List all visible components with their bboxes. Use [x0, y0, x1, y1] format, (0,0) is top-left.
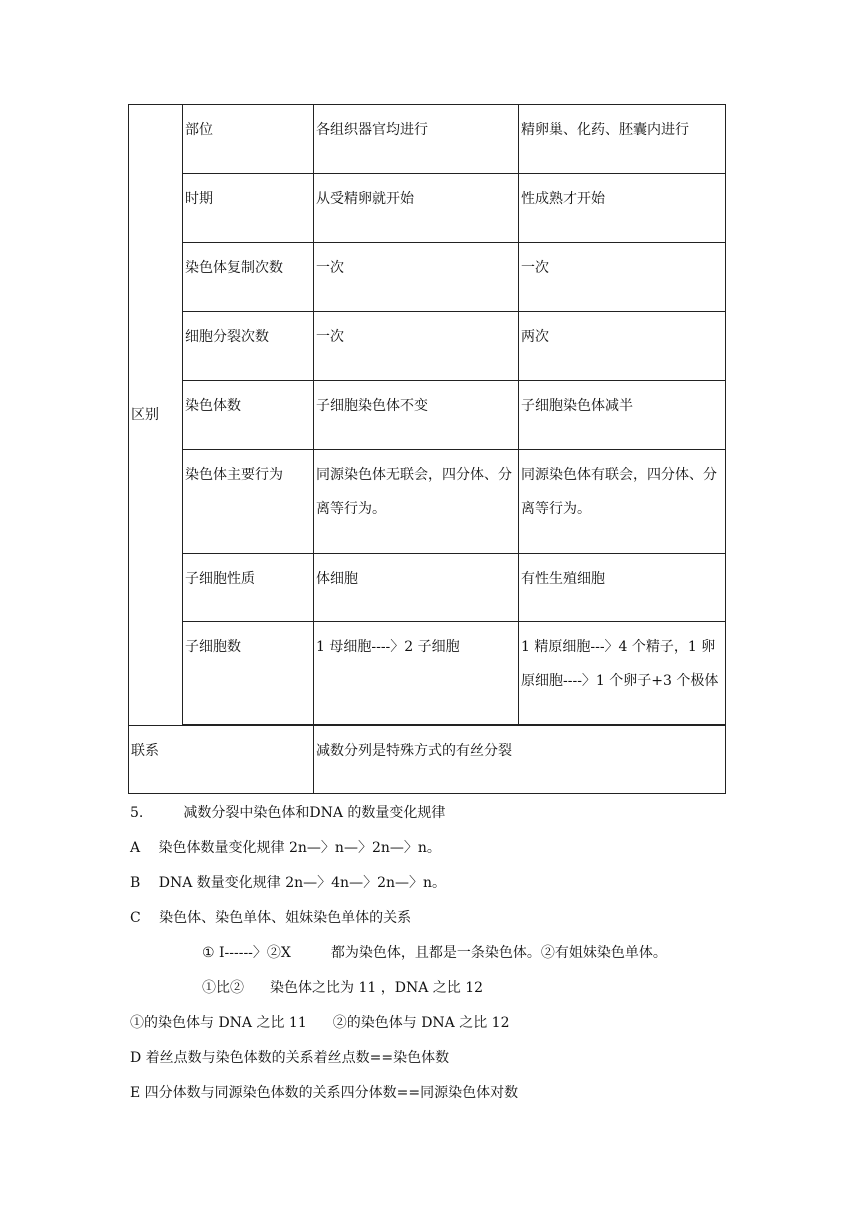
- item-cell: [183, 174, 314, 243]
- group-label: 区别: [131, 407, 159, 423]
- item-cell: [183, 243, 314, 312]
- mitosis-cell: [314, 450, 519, 554]
- section-number: 5.: [130, 805, 144, 821]
- item-cell: [183, 450, 314, 554]
- mitosis-cell: [314, 381, 519, 450]
- meiosis-value: 两次: [521, 329, 549, 345]
- section-title: 减数分裂中染色体和DNA 的数量变化规律: [183, 805, 446, 821]
- relation-label-cell: [129, 726, 314, 794]
- meiosis-cell: [519, 381, 726, 450]
- mitosis-value: 从受精卵就开始: [316, 191, 414, 207]
- note-c2-left: ①比②: [202, 980, 244, 996]
- relation-text-cell: [314, 726, 726, 794]
- meiosis-cell: [519, 105, 726, 174]
- relation-label: 联系: [131, 743, 159, 759]
- note-a: A 染色体数量变化规律 2n—〉n—〉2n—〉n。: [130, 840, 441, 856]
- item-label: 时期: [185, 191, 213, 207]
- relation-text: 减数分列是特殊方式的有丝分裂: [316, 743, 512, 759]
- note-c2-right: 染色体之比为 11 ，DNA 之比 12: [270, 980, 484, 996]
- mitosis-value: 子细胞染色体不变: [316, 398, 428, 414]
- mitosis-cell: [314, 312, 519, 381]
- note-c1-right: 都为染色体，且都是一条染色体。②有姐妹染色单体。: [330, 945, 667, 961]
- meiosis-cell: [519, 312, 726, 381]
- item-label: 子细胞性质: [185, 571, 255, 587]
- meiosis-value: 一次: [521, 260, 549, 276]
- item-label: 细胞分裂次数: [185, 329, 269, 345]
- meiosis-value: 同源染色体有联会，四分体、分离等行为。: [521, 467, 717, 517]
- notes-section: [130, 796, 750, 1111]
- note-e: E 四分体数与同源染色体数的关系四分体数==同源染色体对数: [130, 1085, 519, 1101]
- meiosis-value: 有性生殖细胞: [521, 571, 605, 587]
- mitosis-cell: [314, 243, 519, 312]
- item-cell: [183, 312, 314, 381]
- item-label: 染色体数: [185, 398, 241, 414]
- item-cell: [183, 381, 314, 450]
- mitosis-cell: [314, 622, 519, 725]
- mitosis-value: 各组织器官均进行: [316, 122, 428, 138]
- table-row: [129, 450, 726, 554]
- mitosis-value: 1 母细胞----〉2 子细胞: [316, 639, 460, 655]
- meiosis-value: 性成熟才开始: [521, 191, 605, 207]
- meiosis-value: 子细胞染色体减半: [521, 398, 633, 414]
- note-c2: [130, 971, 750, 1006]
- note-c: C 染色体、染色单体、姐妹染色单体的关系: [130, 910, 412, 926]
- mitosis-value: 一次: [316, 260, 344, 276]
- table-row: [129, 243, 726, 312]
- item-label: 染色体复制次数: [185, 260, 283, 276]
- item-label: 子细胞数: [185, 639, 241, 655]
- item-label: 染色体主要行为: [185, 467, 283, 483]
- table-row: [129, 554, 726, 622]
- note-c1-left: ① I------〉②X: [202, 945, 291, 961]
- item-cell: [183, 105, 314, 174]
- meiosis-cell: [519, 450, 726, 554]
- table-row: [129, 726, 726, 794]
- meiosis-value: 1 精原细胞---〉4 个精子，1 卵原细胞----〉1 个卵子+3 个极体: [521, 639, 719, 689]
- group-label-cell: [129, 105, 183, 726]
- section-heading: [130, 796, 750, 831]
- meiosis-cell: [519, 174, 726, 243]
- note-c1: [130, 936, 750, 971]
- meiosis-cell: [519, 554, 726, 622]
- note-c3-left: ①的染色体与 DNA 之比 11: [130, 1015, 307, 1031]
- mitosis-value: 同源染色体无联会，四分体、分离等行为。: [316, 467, 512, 517]
- item-cell: [183, 554, 314, 622]
- item-label: 部位: [185, 122, 213, 138]
- mitosis-cell: [314, 554, 519, 622]
- meiosis-cell: [519, 622, 726, 725]
- mitosis-value: 一次: [316, 329, 344, 345]
- meiosis-value: 精卵巢、化药、胚囊内进行: [521, 122, 689, 138]
- table-row: [129, 312, 726, 381]
- comparison-table: [128, 104, 726, 794]
- table-row: [129, 622, 726, 725]
- table-row: [129, 105, 726, 174]
- note-c3-right: ②的染色体与 DNA 之比 12: [332, 1015, 510, 1031]
- table-row: [129, 174, 726, 243]
- mitosis-cell: [314, 105, 519, 174]
- meiosis-cell: [519, 243, 726, 312]
- table-row: [129, 381, 726, 450]
- note-c3: [130, 1006, 750, 1041]
- mitosis-cell: [314, 174, 519, 243]
- mitosis-value: 体细胞: [316, 571, 358, 587]
- note-d: D 着丝点数与染色体数的关系着丝点数==染色体数: [130, 1050, 450, 1066]
- item-cell: [183, 622, 314, 725]
- note-b: B DNA 数量变化规律 2n—〉4n—〉2n—〉n。: [130, 875, 447, 891]
